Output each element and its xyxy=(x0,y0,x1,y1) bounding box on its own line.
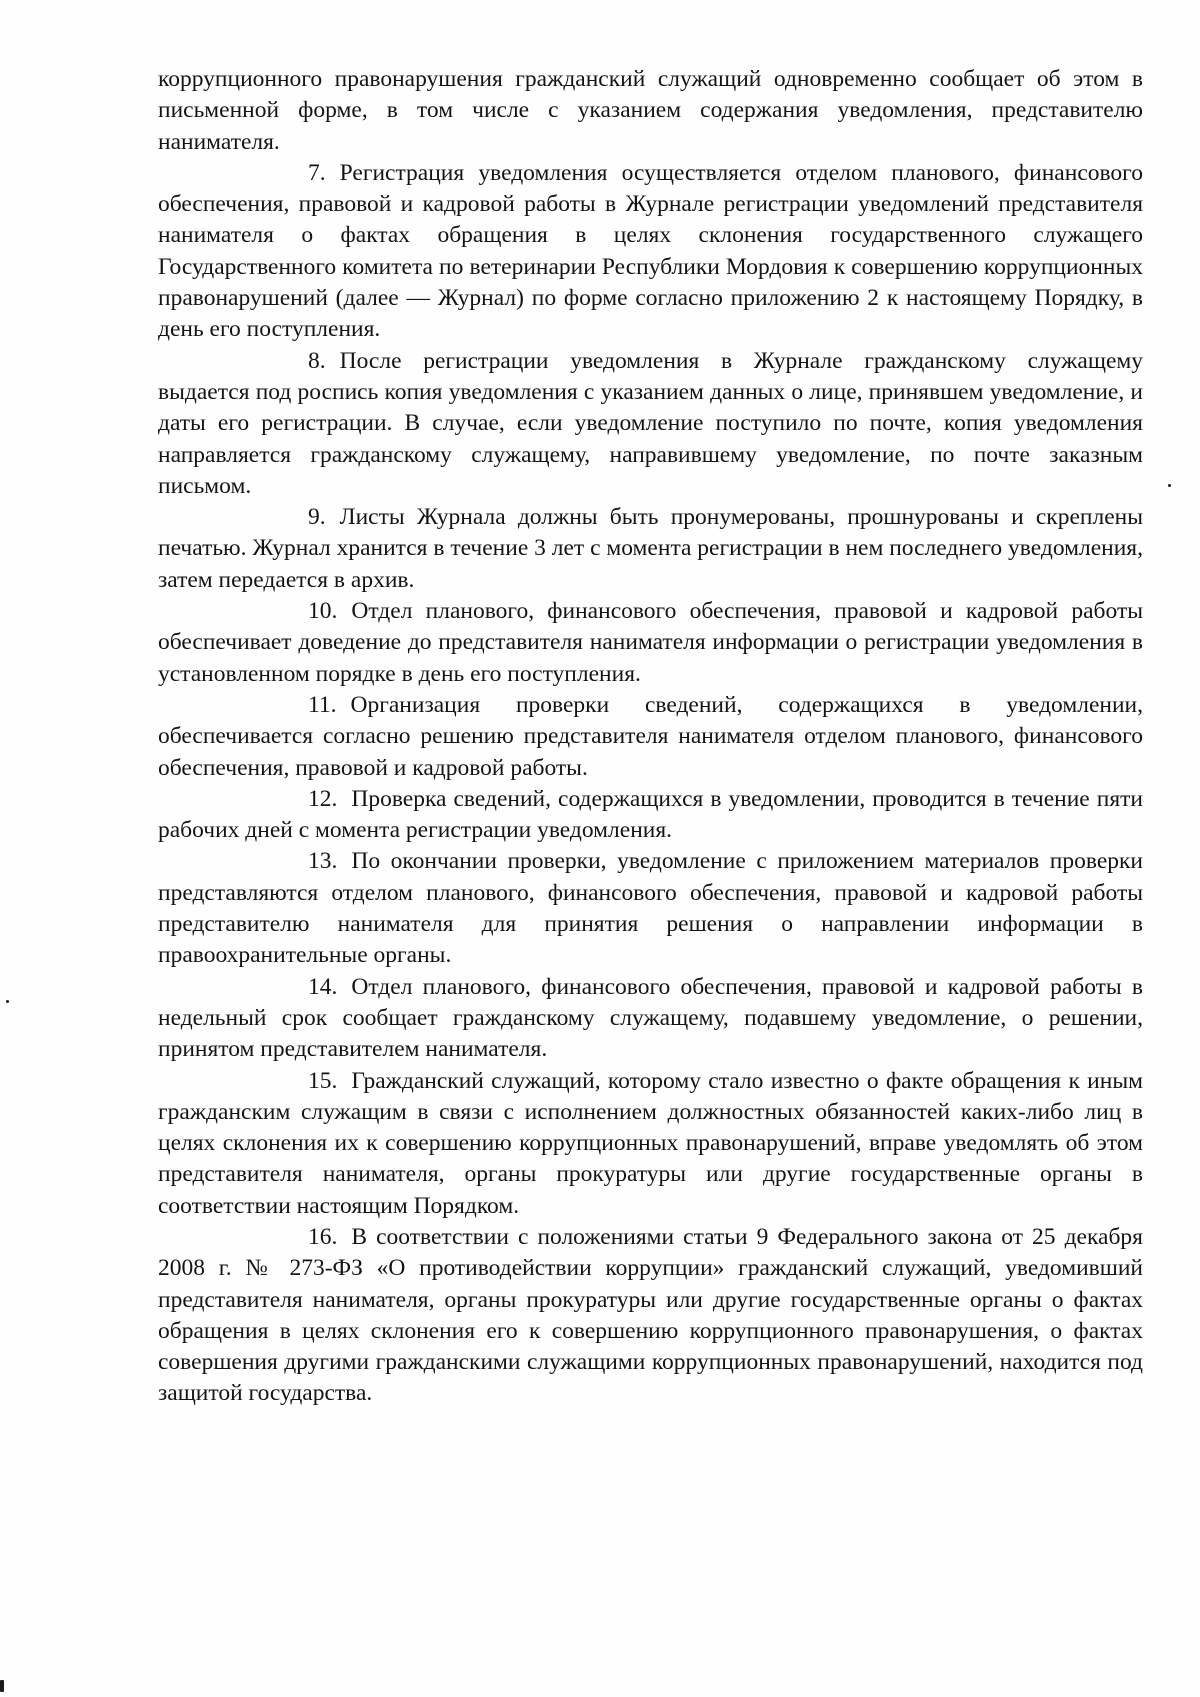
paragraph-text: Регистрация уведомления осуществляется отделом планового, финансового обеспечения, правовой и кадровой работы в Журнале регистрации уведомлений представителя нанимателя о фактах обращения в целях склонения государственного служащего Государственного комитета по ветеринарии Республики Мордовия к совершению коррупционных правонарушений (далее — Журнал) по форме согласно приложению 2 к настоящему Порядку, в день его поступления. xyxy=(158,159,1143,343)
scan-speck xyxy=(6,1000,9,1003)
paragraph-number: 12. xyxy=(308,785,338,812)
paragraph-text: Листы Журнала должны быть пронумерованы, прошнурованы и скреплены печатью. Журнал хранится в течение 3 лет с момента регистрации в нем последнего уведомления, затем передается в архив. xyxy=(158,504,1143,593)
paragraph-number: 13. xyxy=(308,848,338,875)
paragraph-text: По окончании проверки, уведомление с приложением материалов проверки представляются отделом планового, финансового обеспечения, правовой и кадровой работы представителю нанимателя для принятия решения о направлении информации в правоохранительные органы. xyxy=(158,848,1143,969)
paragraph-text: Проверка сведений, содержащихся в уведомлении, проводится в течение пяти рабочих дней с момента регистрации уведомления. xyxy=(158,785,1143,844)
paragraph-text: В соответствии с положениями статьи 9 Федерального закона от 25 декабря 2008 г. № 273-ФЗ «О противодействии коррупции» гражданский служащий, уведомивший представителя нанимателя, органы прокуратуры или другие государственные органы о фактах обращения в целях склонения его к совершению коррупционного правонарушения, о фактах совершения другими гражданскими служащими коррупционных правонарушений, находится под защитой государства. xyxy=(158,1223,1143,1407)
paragraph-number: 7. xyxy=(308,159,326,186)
paragraph-number: 9. xyxy=(308,504,326,531)
paragraph-number: 14. xyxy=(308,973,338,1000)
scan-speck xyxy=(0,1680,4,1692)
paragraph-number: 8. xyxy=(308,347,326,374)
paragraph-7 xyxy=(158,158,1143,346)
paragraph-12 xyxy=(158,784,1143,847)
paragraph-16 xyxy=(158,1222,1143,1410)
paragraph-10 xyxy=(158,596,1143,690)
paragraph-number: 11. xyxy=(308,691,337,718)
paragraph-text: Отдел планового, финансового обеспечения, правовой и кадровой работы в недельный срок сообщает гражданскому служащему, подавшему уведомление, о решении, принятом представителем нанимателя. xyxy=(158,973,1143,1063)
paragraph-11 xyxy=(158,690,1143,784)
paragraph-number: 16. xyxy=(308,1223,338,1250)
paragraph-15 xyxy=(158,1066,1143,1222)
paragraph-8 xyxy=(158,346,1143,502)
paragraph-number: 15. xyxy=(308,1067,338,1094)
paragraph-13 xyxy=(158,846,1143,971)
paragraph-text: Организация проверки сведений, содержащихся в уведомлении, обеспечивается согласно решению представителя нанимателя отделом планового, финансового обеспечения, правовой и кадровой работы. xyxy=(158,691,1143,781)
scan-speck xyxy=(1168,484,1171,487)
paragraph-text: Гражданский служащий, которому стало известно о факте обращения к иным гражданским служащим в связи с исполнением должностных обязанностей каких-либо лиц в целях склонения их к совершению коррупционных правонарушений, вправе уведомлять об этом представителя нанимателя, органы прокуратуры или другие государственные органы в соответствии настоящим Порядком. xyxy=(158,1067,1143,1219)
paragraph-number: 10. xyxy=(308,598,338,625)
paragraph-text: После регистрации уведомления в Журнале гражданскому служащему выдается под роспись копия уведомления с указанием данных о лице, принявшем уведомление, и даты его регистрации. В случае, если уведомление поступило по почте, копия уведомления направляется гражданскому служащему, направившему уведомление, по почте заказным письмом. xyxy=(158,347,1143,499)
paragraph-text: коррупционного правонарушения гражданский служащий одновременно сообщает об этом в письменной форме, в том числе с указанием содержания уведомления, представителю нанимателя. xyxy=(158,66,1143,155)
paragraph-text: Отдел планового, финансового обеспечения, правовой и кадровой работы обеспечивает доведение до представителя нанимателя информации о регистрации уведомления в установленном порядке в день его поступления. xyxy=(158,598,1143,687)
paragraph-14 xyxy=(158,972,1143,1066)
paragraph-9 xyxy=(158,502,1143,596)
paragraph-continuation xyxy=(158,64,1143,158)
document-body xyxy=(158,64,1143,1410)
